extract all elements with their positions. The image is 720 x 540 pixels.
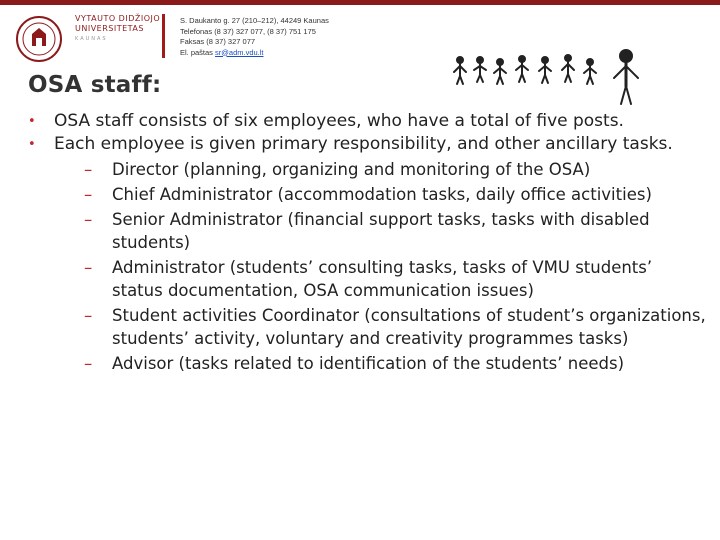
contact-email-row bbox=[180, 48, 329, 59]
header-divider bbox=[162, 14, 165, 58]
sub-item-text: Director (planning, organizing and monitoring of the OSA) bbox=[112, 160, 591, 179]
sub-item bbox=[84, 256, 708, 302]
logo-line-2: UNIVERSITETAS bbox=[75, 24, 144, 33]
university-seal-logo bbox=[14, 14, 74, 64]
slide-content bbox=[28, 110, 708, 377]
sub-item bbox=[84, 183, 708, 206]
dash-icon: – bbox=[84, 185, 93, 204]
dash-icon: – bbox=[84, 210, 93, 229]
contact-address: S. Daukanto g. 27 (210–212), 44249 Kaunas bbox=[180, 16, 329, 25]
sub-item bbox=[84, 208, 708, 254]
dash-icon: – bbox=[84, 306, 93, 325]
contact-info bbox=[180, 16, 329, 58]
contact-fax: Faksas (8 37) 327 077 bbox=[180, 37, 256, 46]
dash-icon: – bbox=[84, 160, 93, 179]
people-figures-illustration bbox=[450, 46, 650, 108]
contact-phone: Telefonas (8 37) 327 077, (8 37) 751 175 bbox=[180, 26, 316, 36]
dash-icon: – bbox=[84, 354, 93, 373]
dash-icon: – bbox=[84, 258, 93, 277]
sub-item-text: Administrator (students’ consulting tasks, tasks of VMU students’ status documentation, OSA communication issues) bbox=[112, 258, 653, 300]
logo-city: KAUNAS bbox=[75, 36, 108, 42]
bullet-icon: • bbox=[28, 114, 36, 129]
email-link[interactable]: sr@adm.vdu.lt bbox=[215, 47, 264, 57]
bullet-text: Each employee is given primary responsibility, and other ancillary tasks. bbox=[54, 134, 673, 154]
page-title: OSA staff: bbox=[28, 72, 162, 98]
sub-item bbox=[84, 304, 708, 350]
university-name bbox=[75, 14, 165, 44]
sub-item-text: Senior Administrator (financial support tasks, tasks with disabled students) bbox=[112, 210, 650, 252]
sub-item-text: Chief Administrator (accommodation tasks, daily office activities) bbox=[112, 185, 652, 204]
bullet-icon: • bbox=[28, 137, 36, 152]
sub-item-text: Advisor (tasks related to identification of the students’ needs) bbox=[112, 354, 625, 373]
sub-list bbox=[54, 158, 708, 375]
top-accent-bar bbox=[0, 0, 720, 5]
sub-item-text: Student activities Coordinator (consultations of student’s organizations, students’ activity, voluntary and creativity programmes tasks) bbox=[112, 306, 706, 348]
email-label: El. paštas bbox=[180, 47, 213, 57]
logo-line-1: VYTAUTO DIDŽIOJO bbox=[75, 14, 161, 23]
sub-item bbox=[84, 158, 708, 181]
sub-item bbox=[84, 352, 708, 375]
bullet-item bbox=[28, 110, 708, 133]
bullet-text: OSA staff consists of six employees, who have a total of five posts. bbox=[54, 111, 624, 131]
bullet-list bbox=[28, 110, 708, 375]
bullet-item bbox=[28, 133, 708, 375]
